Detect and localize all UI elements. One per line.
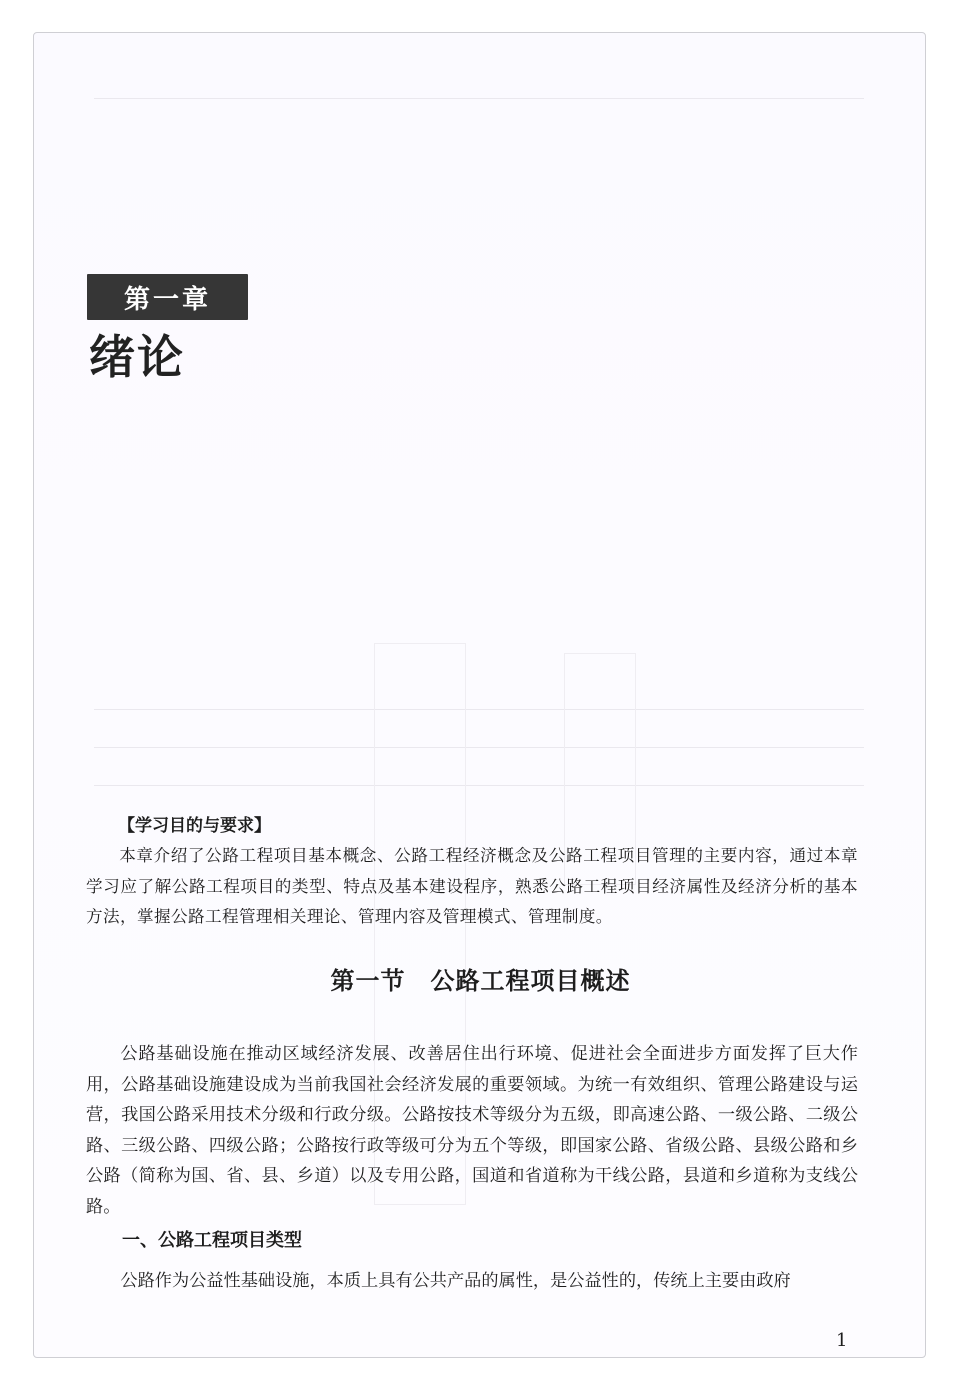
- objectives-heading: 【学习目的与要求】: [118, 816, 271, 836]
- chapter-label-text: 第一章: [123, 284, 211, 315]
- bleed-through-rule: [94, 98, 864, 99]
- subsection-paragraph: 公路作为公益性基础设施，本质上具有公共产品的属性，是公益性的，传统上主要由政府: [120, 1271, 791, 1291]
- bleed-through-rule: [94, 785, 864, 786]
- book-page: [33, 32, 926, 1358]
- page-number: 1: [836, 1330, 848, 1351]
- chapter-label: [87, 274, 248, 320]
- objectives-text: 本章介绍了公路工程项目基本概念、公路工程经济概念及公路工程项目管理的主要内容，通过本章学习应了解公路工程项目的类型、特点及基本建设程序，熟悉公路工程项目经济属性及经济分析的基本方法，掌握公路工程管理相关理论、管理内容及管理模式、管理制度。: [86, 846, 858, 926]
- bleed-through-rule: [94, 709, 864, 710]
- subsection-title: 一、公路工程项目类型: [122, 1230, 302, 1251]
- chapter-title: 绪论: [89, 330, 185, 384]
- section-paragraph: 公路基础设施在推动区域经济发展、改善居住出行环境、促进社会全面进步方面发挥了巨大作用，公路基础设施建设成为当前我国社会经济发展的重要领域。为统一有效组织、管理公路建设与运营，我国公路采用技术分级和行政分级。公路按技术等级分为五级，即高速公路、一级公路、二级公路、三级公路、四级公路；公路按行政等级可分为五个等级，即国家公路、省级公路、县级公路和乡公路（简称为国、省、县、乡道）以及专用公路，国道和省道称为干线公路，县道和乡道称为支线公路。: [86, 1044, 858, 1217]
- section-title: 第一节 公路工程项目概述: [330, 967, 631, 995]
- bleed-through-rule: [94, 747, 864, 748]
